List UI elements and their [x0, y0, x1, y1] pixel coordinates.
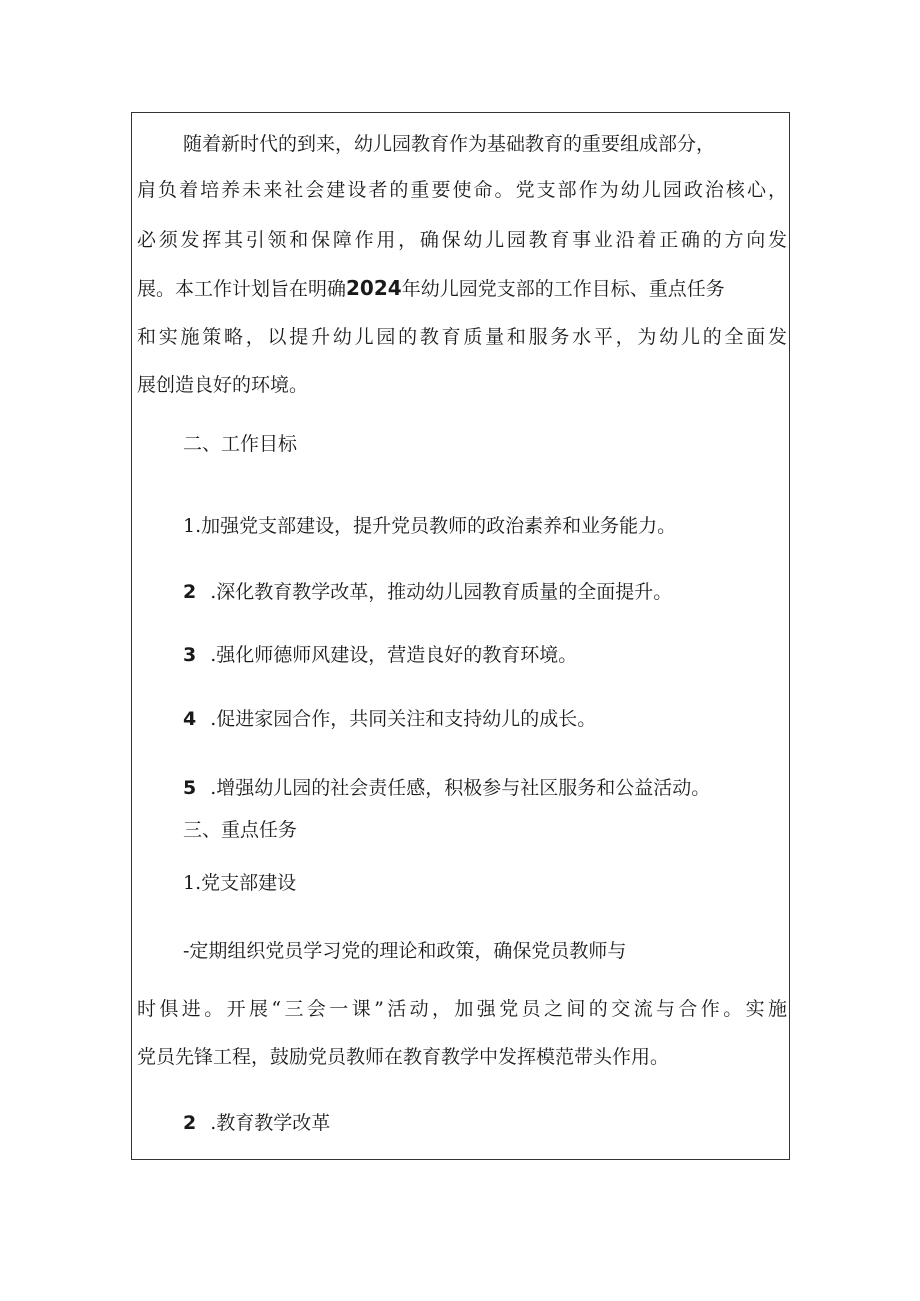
- task-2-title: .教育教学改革: [210, 1112, 331, 1134]
- intro-line-4: [137, 276, 725, 301]
- task-1-line-2: 时俱进。开展“三会一课”活动，加强党员之间的交流与合作。实施: [137, 998, 787, 1020]
- intro-line-2: 肩负着培养未来社会建设者的重要使命。党支部作为幼儿园政治核心，: [137, 179, 787, 201]
- goal-number: 3: [183, 644, 197, 666]
- goal-item: [183, 776, 710, 800]
- goal-text: .促进家园合作，共同关注和支持幼儿的成长。: [210, 708, 597, 730]
- goal-text: .深化教育教学改革，推动幼儿园教育质量的全面提升。: [210, 581, 673, 603]
- goal-item: [183, 643, 577, 667]
- task-2-number: 2: [183, 1112, 197, 1134]
- task-title-party-building: 1.党支部建设: [183, 872, 297, 894]
- intro-line-4-b: 年幼儿园党支部的工作目标、重点任务: [401, 278, 725, 300]
- goal-number: 1.: [183, 515, 202, 537]
- intro-line-3: 必须发挥其引领和保障作用，确保幼儿园教育事业沿着正确的方向发: [137, 229, 787, 251]
- goal-item: [183, 514, 676, 538]
- task-1-line-3: 党员先锋工程，鼓励党员教师在教育教学中发挥模范带头作用。: [137, 1046, 670, 1068]
- goal-item: [183, 580, 672, 604]
- task-1-line-1: -定期组织党员学习党的理论和政策，确保党员教师与: [183, 940, 627, 962]
- intro-line-4-a: 展。本工作计划旨在明确: [137, 278, 347, 300]
- goal-number: 5: [183, 777, 197, 799]
- intro-line-5: 和实施策略，以提升幼儿园的教育质量和服务水平，为幼儿的全面发: [137, 326, 787, 348]
- goal-number: 4: [183, 708, 197, 730]
- goal-text: 加强党支部建设，提升党员教师的政治素养和业务能力。: [201, 515, 677, 537]
- section-heading-tasks: 三、重点任务: [183, 819, 298, 841]
- task-title-teaching-reform: [183, 1111, 330, 1135]
- intro-line-1: 随着新时代的到来，幼儿园教育作为基础教育的重要组成部分，: [183, 133, 716, 155]
- goal-text: .强化师德师风建设，营造良好的教育环境。: [210, 644, 578, 666]
- goal-number: 2: [183, 581, 197, 603]
- goal-text: .增强幼儿园的社会责任感，积极参与社区服务和公益活动。: [210, 777, 711, 799]
- goal-item: [183, 707, 596, 731]
- intro-line-6: 展创造良好的环境。: [137, 374, 309, 396]
- section-heading-goals: 二、工作目标: [183, 433, 298, 455]
- intro-year: 2024: [346, 276, 402, 300]
